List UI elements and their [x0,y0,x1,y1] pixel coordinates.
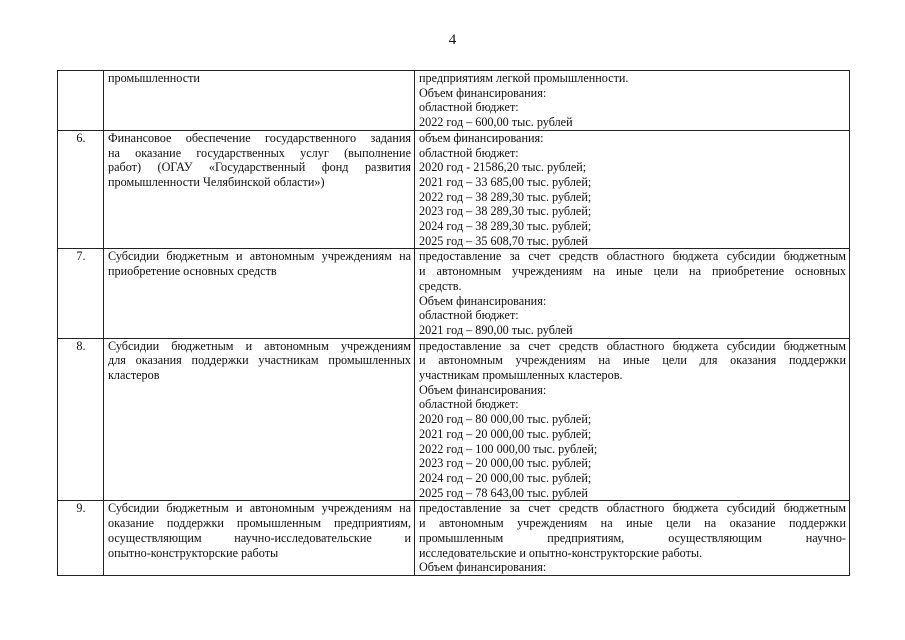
description-line: Объем финансирования: [419,560,547,575]
description-line: 2025 год – 78 643,00 тыс. рублей [419,485,588,500]
measure-name-line: кластеров [108,368,160,383]
measure-name-line: опытно-конструкторские работы [108,545,279,560]
description-line: Объем финансирования: [419,85,547,100]
measure-name [104,71,415,131]
description-line: 2024 год – 38 289,30 тыс. рублей; [419,219,592,234]
description-line: областной бюджет: [419,397,519,412]
description-line: средств. [419,278,462,293]
measure-description [415,338,850,501]
description-line: 2022 год – 100 000,00 тыс. рублей; [419,441,598,456]
description-line: областной бюджет: [419,145,519,160]
table-row [58,71,850,131]
description-line: промышленным предприятиям, осуществляющим научно- [419,530,846,545]
measure-description [415,71,850,131]
description-line: Объем финансирования: [419,382,547,397]
table-row [58,130,850,249]
table-row [58,338,850,501]
measure-name [104,249,415,338]
row-number: 9. [58,501,104,576]
description-line: 2020 год – 80 000,00 тыс. рублей; [419,412,592,427]
row-number [58,71,104,131]
description-line: предприятиям легкой промышленности. [419,71,629,85]
row-number: 7. [58,249,104,338]
description-line: предоставление за счет средств областного бюджета субсидии бюджетным [419,338,846,353]
description-line: и автономным учреждениям на иные цели на приобретение основных [419,264,846,279]
description-line: предоставление за счет средств областного бюджета субсидий бюджетным [419,501,846,516]
description-line: 2022 год – 38 289,30 тыс. рублей; [419,189,592,204]
description-line: областной бюджет: [419,308,519,323]
measure-description [415,501,850,576]
measure-name-line: промышленности [108,71,200,85]
program-table [57,70,850,576]
description-line: 2020 год - 21586,20 тыс. рублей; [419,160,587,175]
measure-name [104,501,415,576]
description-line: и автономным учреждениям на иные цели для оказания поддержки [419,353,846,368]
row-number: 6. [58,130,104,249]
measure-name-line: на оказание государственных услуг (выполнение [108,145,411,160]
description-line: объем финансирования: [419,130,544,145]
description-line: 2023 год – 38 289,30 тыс. рублей; [419,204,592,219]
measure-name-line: приобретение основных средств [108,264,277,279]
description-line: 2021 год – 33 685,00 тыс. рублей; [419,174,592,189]
description-line: исследовательские и опытно-конструкторские работы. [419,545,703,560]
row-number: 8. [58,338,104,501]
measure-description [415,249,850,338]
description-line: 2021 год – 20 000,00 тыс. рублей; [419,426,592,441]
measure-name-line: работ) (ОГАУ «Государственный фонд развития [108,160,411,175]
description-line: 2023 год – 20 000,00 тыс. рублей; [419,456,592,471]
measure-name-line: для оказания поддержки участникам промышленных [108,353,411,368]
table-row [58,501,850,576]
description-line: 2022 год – 600,00 тыс. рублей [419,115,573,130]
measure-name-line: Субсидии бюджетным и автономным учреждениям на [108,249,411,264]
measure-name-line: оказание поддержки промышленным предприятиям, [108,516,411,531]
measure-name-line: Субсидии бюджетным и автономным учреждениям [108,338,411,353]
description-line: и автономным учреждениям на иные цели на оказание поддержки [419,516,846,531]
measure-name-line: Финансовое обеспечение государственного задания [108,130,411,145]
table-row [58,249,850,338]
page-number: 4 [448,32,457,48]
measure-description [415,130,850,249]
description-line: областной бюджет: [419,100,519,115]
measure-name [104,338,415,501]
measure-name-line: Субсидии бюджетным и автономным учреждениям на [108,501,411,516]
description-line: предоставление за счет средств областного бюджета субсидии бюджетным [419,249,846,264]
description-line: участникам промышленных кластеров. [419,368,623,383]
description-line: 2021 год – 890,00 тыс. рублей [419,322,573,337]
description-line: 2024 год – 20 000,00 тыс. рублей; [419,470,592,485]
measure-name [104,130,415,249]
measure-name-line: осуществляющим научно-исследовательские и [108,530,411,545]
measure-name-line: промышленности Челябинской области») [108,174,325,189]
table-body [58,71,850,576]
description-line: Объем финансирования: [419,293,547,308]
description-line: 2025 год – 35 608,70 тыс. рублей [419,233,588,248]
